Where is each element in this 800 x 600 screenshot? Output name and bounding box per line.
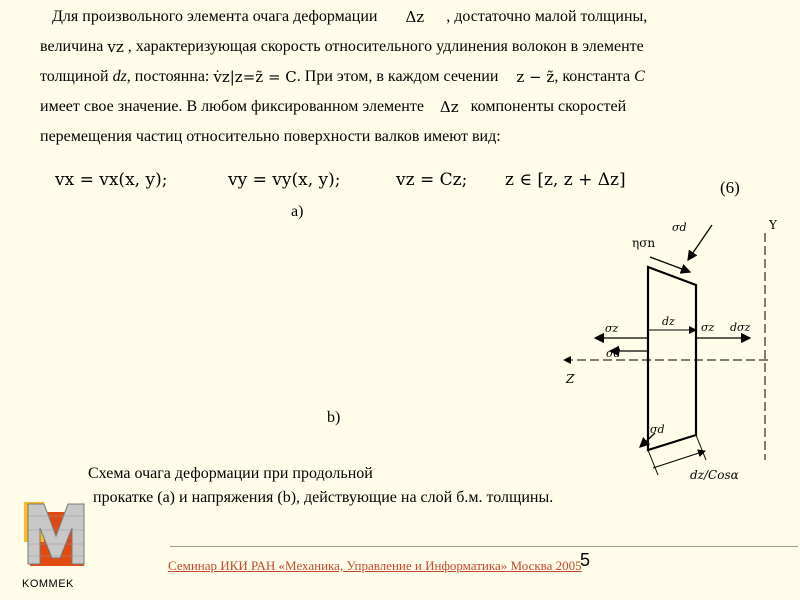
text-line2: величина: [40, 38, 104, 56]
label-a: a): [291, 203, 304, 220]
label-sigma-d-left: σd: [606, 347, 621, 360]
text-line4: имеет свое значение. В любом фиксированном элементе: [40, 98, 424, 116]
caption-line2: прокатке (a) и напряжения (b), действующие на слой б.м. толщины.: [93, 489, 554, 506]
label-dz-mid: dz: [662, 315, 675, 328]
footer-divider: [170, 546, 798, 547]
caption-line1: Схема очага деформации при продольной: [88, 465, 373, 482]
extension-line-2: [696, 435, 706, 460]
label-y-axis: Y: [769, 218, 777, 232]
text-line3: толщиной: [40, 68, 109, 86]
dz-cos-dimension: [653, 451, 705, 468]
text-line1-end: , достаточно малой толщины,: [446, 8, 648, 25]
formula-vx: vx = vx(x, y);: [55, 170, 168, 190]
text-line3-c: . При этом, в каждом сечении: [296, 68, 499, 86]
formula-vz: vz = Cz;: [396, 170, 468, 190]
extension-line-1: [648, 450, 658, 475]
page-number: 5: [580, 550, 591, 570]
math-vz: vz: [107, 37, 124, 56]
formula-vy: vy = vy(x, y);: [228, 170, 341, 190]
label-z-axis: Z: [566, 372, 575, 386]
math-vz-eq-c: v̇z|z=z̃ = C: [213, 67, 297, 86]
figure-caption: [88, 462, 553, 510]
text-dz: dz: [112, 68, 127, 86]
label-d-sigma-z: dσz: [730, 321, 751, 334]
label-dz-cos-alpha: dz/Cosα: [690, 468, 739, 482]
math-delta-z-1: Δz: [405, 7, 425, 26]
label-sigma-z-right: σz: [701, 321, 715, 334]
math-delta-z-2: Δz: [439, 97, 459, 116]
text-constant-c: C: [634, 68, 645, 86]
text-line3-d: , константа: [554, 68, 631, 86]
text-line3-b: , постоянна:: [126, 68, 210, 86]
logo-text: KOMMEK: [22, 578, 74, 590]
text-line5: перемещения частиц относительно поверхности валков имеют вид:: [40, 128, 501, 146]
text-line1: Для произвольного элемента очага деформации: [52, 8, 378, 25]
stress-diagram: [540, 205, 800, 490]
text-line2-end: , характеризующая скорость относительного удлинения волокон в элементе: [127, 38, 644, 56]
footer-seminar-link[interactable]: Семинар ИКИ РАН «Механика, Управление и Информатика» Москва 2005: [168, 558, 582, 573]
label-eta-sigma-n: ησn: [632, 236, 656, 250]
formula-z-range: z ∈ [z, z + Δz]: [505, 170, 626, 190]
intro-paragraph: [40, 2, 792, 152]
math-z-minus-ztilde: z − z̃: [516, 67, 555, 86]
label-sigma-z-left: σz: [605, 322, 619, 335]
label-sigma-d-top: σd: [672, 221, 687, 234]
equation-number: (6): [720, 178, 740, 197]
label-b: b): [327, 409, 341, 426]
sigma-d-top-arrow: [688, 225, 712, 260]
kommek-logo-icon: [18, 496, 94, 574]
label-sigma-d-bottom: σd: [650, 423, 665, 436]
text-line4-end: компоненты скоростей: [470, 98, 627, 116]
